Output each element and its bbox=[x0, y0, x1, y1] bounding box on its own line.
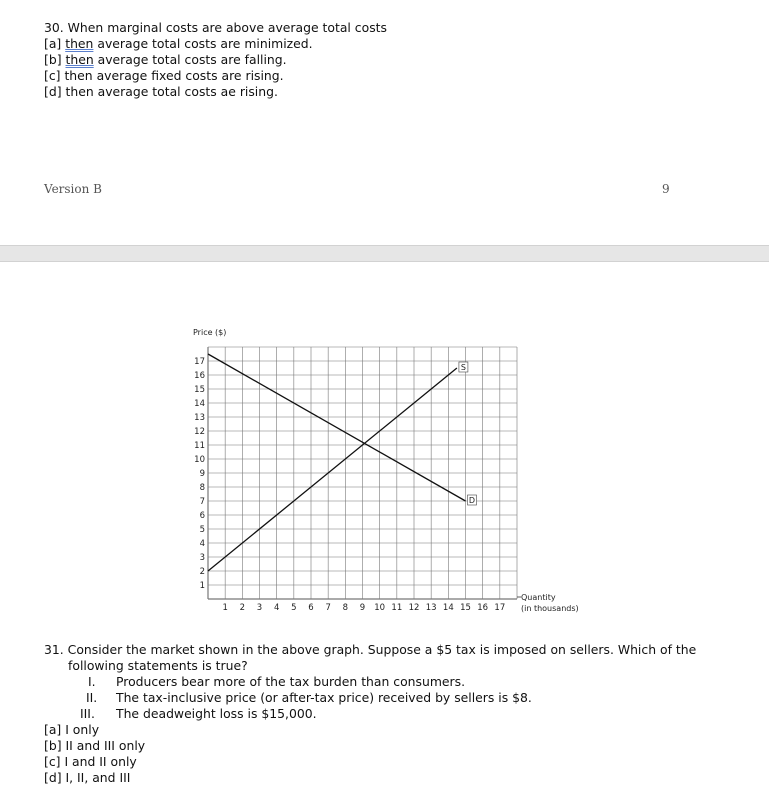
supply-curve-label: S bbox=[460, 363, 466, 372]
q31-option-a: [a] I only bbox=[44, 722, 100, 737]
x-tick-label: 8 bbox=[342, 603, 349, 613]
q30-option-b: [b] then average total costs are falling. bbox=[44, 52, 287, 67]
grid bbox=[208, 347, 517, 599]
statement-3: III. The deadweight loss is $15,000. bbox=[80, 706, 317, 721]
statement-1: I. Producers bear more of the tax burden than consumers. bbox=[88, 674, 466, 689]
q30-option-a: [a] then average total costs are minimized. bbox=[44, 36, 313, 51]
x-tick-label: 6 bbox=[308, 603, 314, 613]
y-tick-label: 3 bbox=[199, 553, 205, 563]
footer-version: Version B bbox=[44, 182, 102, 196]
y-tick-label: 10 bbox=[194, 455, 205, 465]
y-axis-label: Price ($) bbox=[193, 328, 227, 337]
footer-page-number: 9 bbox=[662, 182, 670, 196]
x-tick-label: 10 bbox=[374, 603, 386, 613]
q31-option-c: [c] I and II only bbox=[44, 754, 137, 769]
x-tick-label: 4 bbox=[273, 603, 280, 613]
y-tick-label: 15 bbox=[194, 385, 205, 395]
question-31-stem: 31. Consider the market shown in the above graph. Suppose a $5 tax is imposed on sellers. Which of the bbox=[44, 642, 697, 657]
y-tick-label: 11 bbox=[194, 441, 205, 451]
x-tick-label: 7 bbox=[325, 603, 331, 613]
question-30 bbox=[44, 20, 387, 100]
y-tick-label: 13 bbox=[194, 413, 205, 423]
supply-curve bbox=[208, 368, 457, 571]
y-tick-label: 8 bbox=[199, 483, 205, 493]
y-tick-label: 9 bbox=[199, 469, 205, 479]
y-tick-labels bbox=[194, 357, 205, 591]
supply-demand-graph bbox=[180, 320, 600, 620]
x-tick-label: 13 bbox=[425, 603, 437, 613]
y-tick-label: 14 bbox=[194, 399, 205, 409]
y-tick-label: 4 bbox=[199, 539, 205, 549]
statement-2: II. The tax-inclusive price (or after-tax price) received by sellers is $8. bbox=[86, 690, 532, 705]
q31-option-d: [d] I, II, and III bbox=[44, 770, 131, 785]
x-tick-label: 9 bbox=[359, 603, 366, 613]
x-tick-label: 14 bbox=[442, 603, 454, 613]
page-break bbox=[0, 245, 769, 262]
y-tick-label: 5 bbox=[199, 525, 205, 535]
x-axis-label-line2: (in thousands) bbox=[521, 604, 579, 613]
y-tick-label: 2 bbox=[199, 567, 205, 577]
q31-option-b: [b] II and III only bbox=[44, 738, 146, 753]
x-tick-label: 15 bbox=[460, 603, 471, 613]
question-30-stem: 30. When marginal costs are above average total costs bbox=[44, 20, 387, 35]
x-tick-label: 16 bbox=[477, 603, 489, 613]
x-tick-label: 3 bbox=[256, 603, 263, 613]
demand-curve bbox=[208, 354, 466, 501]
x-tick-label: 11 bbox=[391, 603, 403, 613]
y-tick-label: 17 bbox=[194, 357, 205, 367]
q30-option-c: [c] then average fixed costs are rising. bbox=[44, 68, 284, 83]
x-tick-label: 5 bbox=[291, 603, 297, 613]
q30-option-d: [d] then average total costs ae rising. bbox=[44, 84, 278, 99]
question-31-stem-cont: following statements is true? bbox=[68, 658, 248, 673]
x-axis-label-line1: Quantity bbox=[521, 593, 556, 602]
y-tick-label: 16 bbox=[194, 371, 205, 381]
x-tick-label: 17 bbox=[494, 603, 506, 613]
y-tick-label: 1 bbox=[199, 581, 205, 591]
y-tick-label: 12 bbox=[194, 427, 205, 437]
y-tick-label: 7 bbox=[199, 497, 205, 507]
x-tick-label: 12 bbox=[408, 603, 420, 613]
curves bbox=[208, 354, 477, 571]
question-31 bbox=[44, 642, 744, 786]
x-tick-label: 2 bbox=[239, 603, 246, 613]
y-tick-label: 6 bbox=[199, 511, 205, 521]
x-tick-label: 1 bbox=[222, 603, 228, 613]
demand-curve-label: D bbox=[468, 496, 476, 505]
x-tick-labels bbox=[222, 603, 505, 613]
